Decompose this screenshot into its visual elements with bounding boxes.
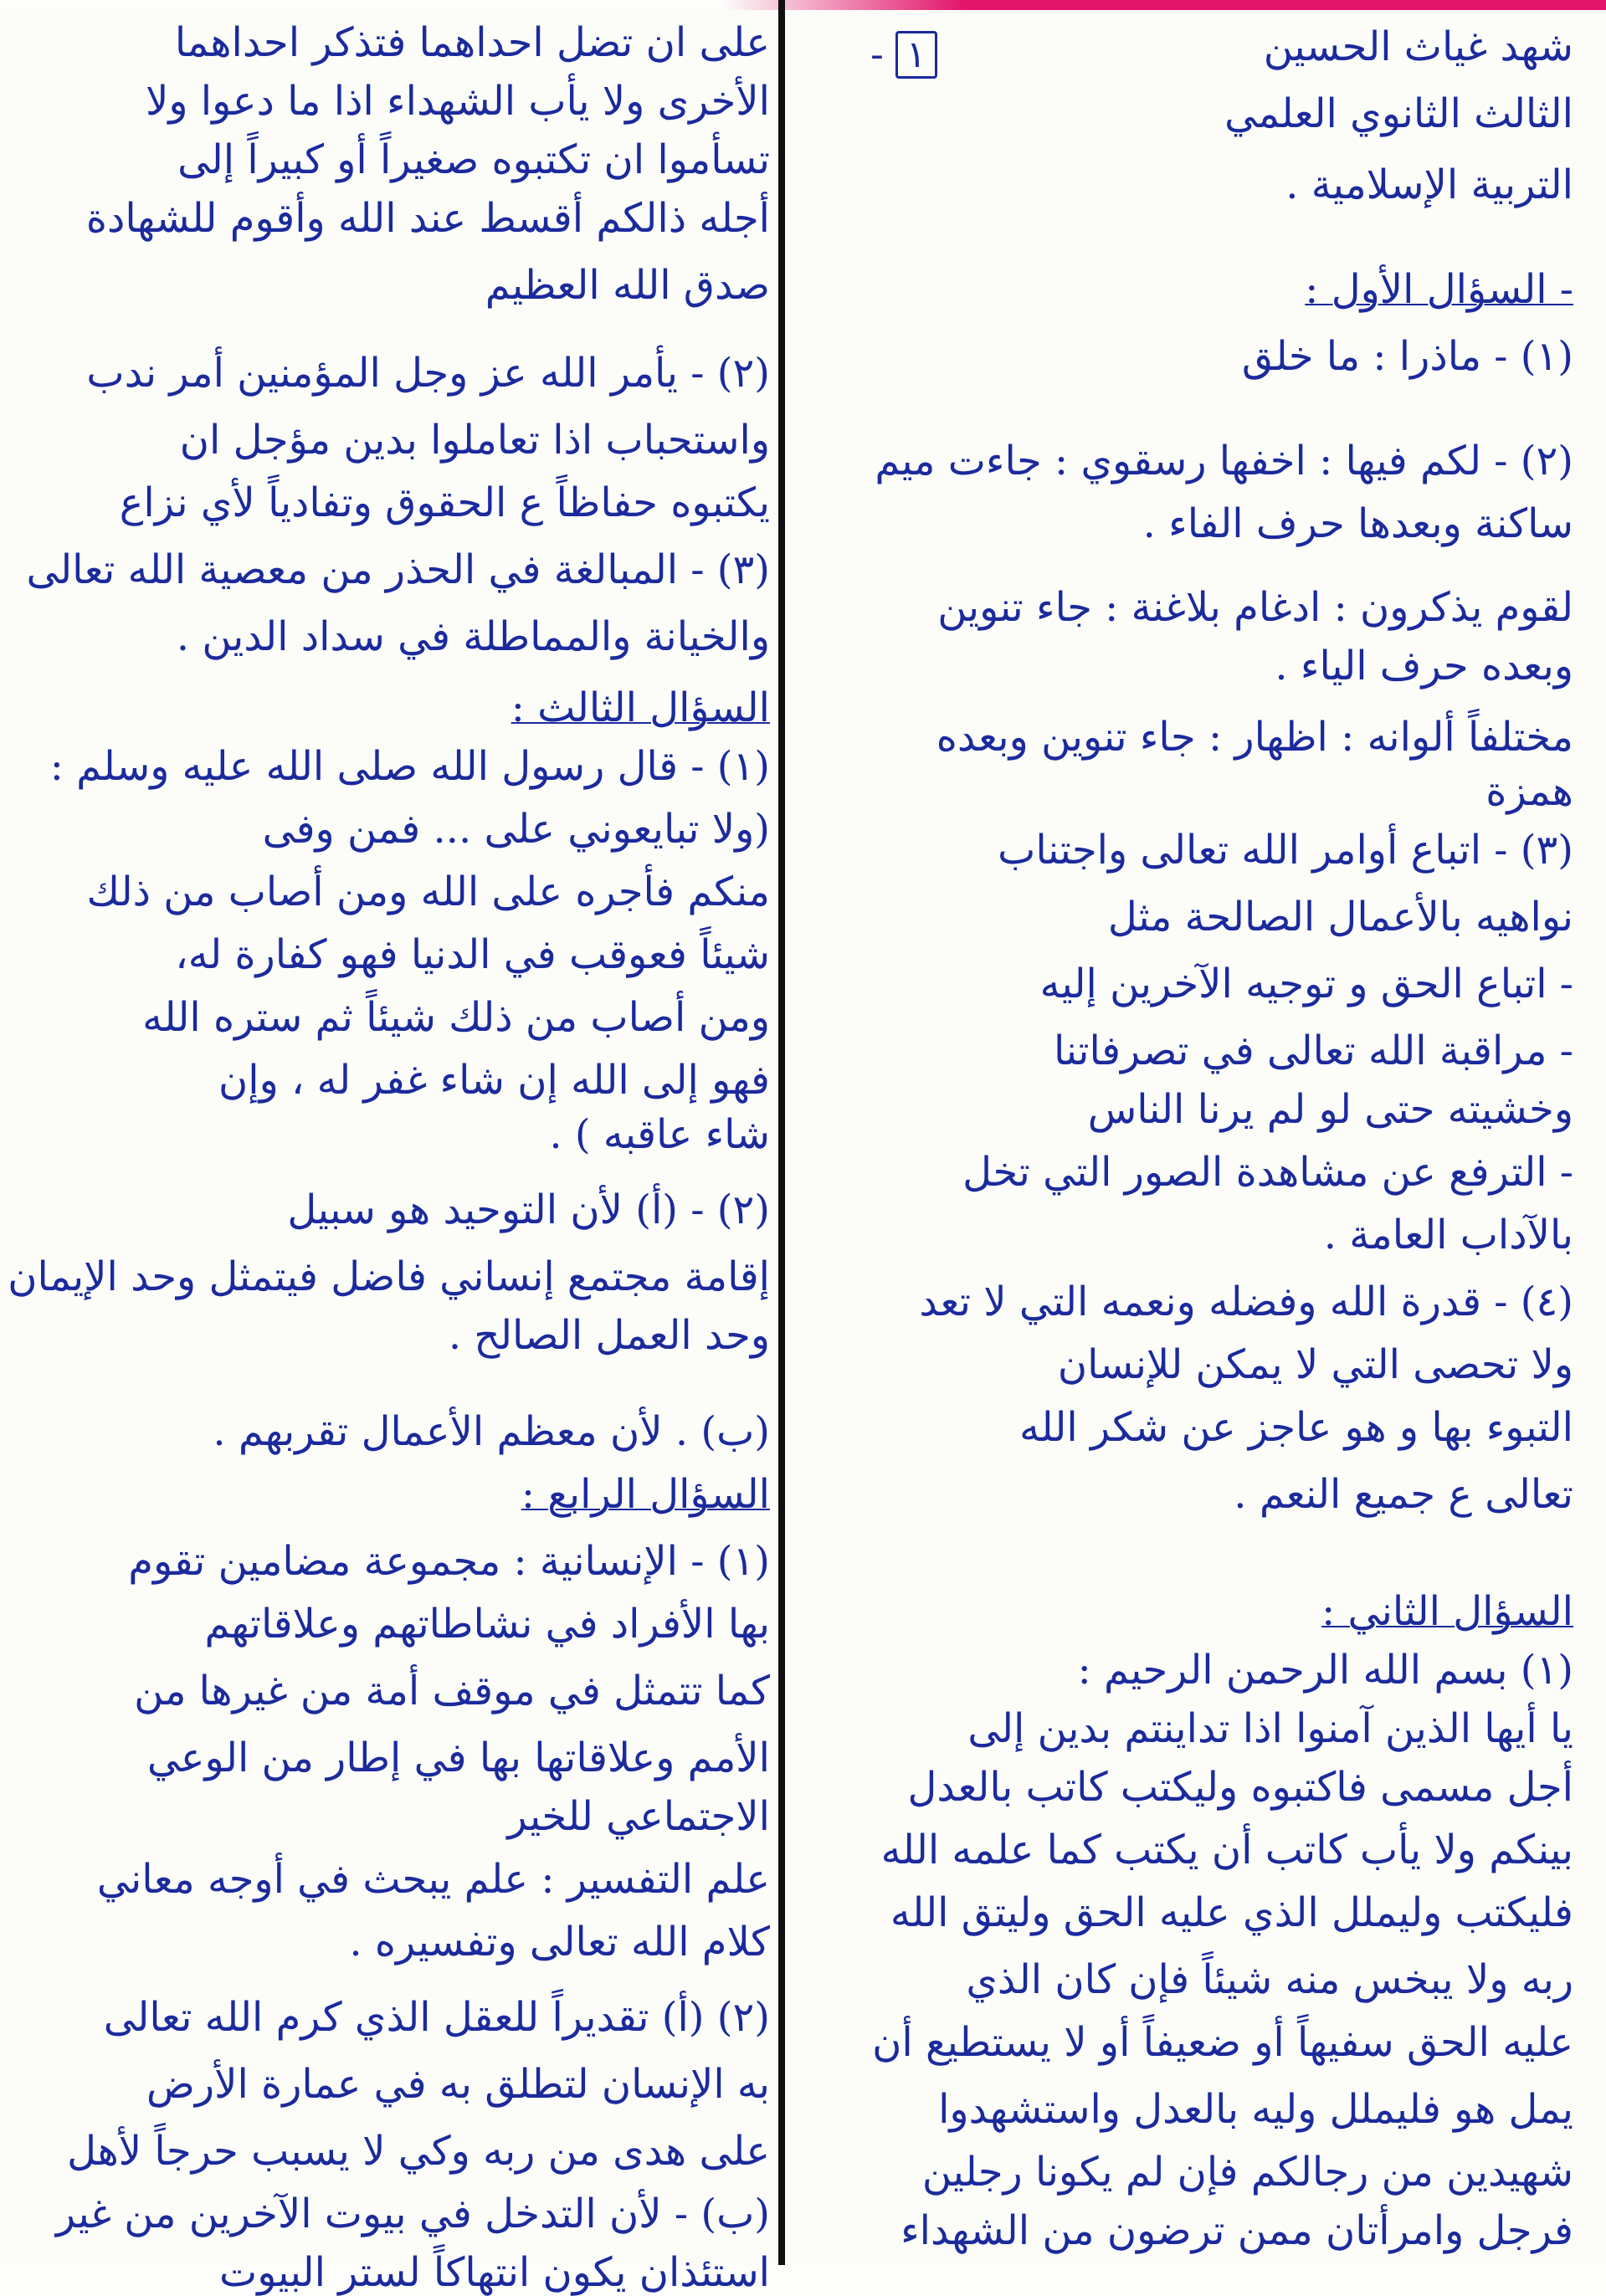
left-column-line: السؤال الثالث : [511, 684, 770, 731]
right-column-line: فرجل وامرأتان ممن ترضون من الشهداء [900, 2207, 1573, 2254]
left-column-line: به الإنسان لتطلق به في عمارة الأرض [146, 2061, 770, 2108]
left-column-line: تسأموا ان تكتبوه صغيراً أو كبيراً إلى [177, 136, 770, 183]
left-column-line: (٣) - المبالغة في الحذر من معصية الله تعالى [26, 546, 770, 593]
right-column-line: السؤال الثاني : [1321, 1588, 1573, 1635]
right-column-line: نواهيه بالأعمال الصالحة مثل [1107, 894, 1573, 940]
left-column-line: الاجتماعي للخير [507, 1793, 770, 1840]
left-column-line: ومن أصاب من ذلك شيئاً ثم ستره الله [142, 994, 770, 1041]
right-column-line: همزة [1485, 768, 1573, 815]
left-column-line: (١) - الإنسانية : مجموعة مضامين تقوم [128, 1538, 770, 1585]
right-column-line: (٤) - قدرة الله وفضله ونعمه التي لا تعد [919, 1279, 1573, 1325]
right-column [803, 0, 1573, 2265]
right-column-line: ربه ولا يبخس منه شيئاً فإن كان الذي [966, 1956, 1573, 2003]
right-column-line: (٢) - لكم فيها : اخفها رسقوي : جاءت ميم [875, 438, 1573, 484]
left-column-line: (ب) . لأن معظم الأعمال تقربهم . [213, 1408, 770, 1455]
right-column-line: ولا تحصى التي لا يمكن للإنسان [1057, 1341, 1573, 1388]
right-column-line: التربية الإسلامية . [1285, 161, 1573, 208]
right-column-line: ساكنة وبعدها حرف الفاء . [1142, 500, 1573, 547]
right-column-line: بينكم ولا يأب كاتب أن يكتب كما علمه الله [880, 1827, 1573, 1873]
column-divider [778, 0, 785, 2265]
left-column-line: (ولا تبايعوني على ... فمن وفى [262, 806, 770, 853]
left-column-line: (٢) - يأمر الله عز وجل المؤمنين أمر ندب [86, 350, 770, 397]
right-column-line: - الترفع عن مشاهدة الصور التي تخل [962, 1149, 1573, 1196]
right-column-line: الثالث الثانوي العلمي [1224, 90, 1573, 137]
left-column-line: إقامة مجتمع إنساني فاضل فيتمثل وحد الإيمان [8, 1253, 770, 1300]
left-column-line: على ان تضل احداهما فتذكر احداهما [174, 19, 770, 66]
left-column-line: شيئاً فعوقب في الدنيا فهو كفارة له، [175, 931, 770, 978]
left-column-line: الأمم وعلاقاتها بها في إطار من الوعي [146, 1735, 770, 1781]
left-column-line: شاء عاقبه ) . [549, 1111, 770, 1158]
right-column-line: (١) بسم الله الرحمن الرحيم : [1077, 1647, 1573, 1694]
right-column-line: أجل مسمى فاكتبوه وليكتب كاتب بالعدل [907, 1764, 1573, 1811]
right-column-line: (٣) - اتباع أوامر الله تعالى واجتناب [998, 827, 1573, 874]
left-column-line: (٢) (أ) تقديراً للعقل الذي كرم الله تعالى [103, 1994, 770, 2041]
right-column-line: شهيدين من رجالكم فإن لم يكونا رجلين [921, 2149, 1573, 2196]
left-column-line: فهو إلى الله إن شاء غفر له ، وإن [218, 1057, 770, 1104]
right-column-line: بالآداب العامة . [1323, 1212, 1573, 1258]
right-column-line: التبوء بها و هو عاجز عن شكر الله [1019, 1404, 1573, 1451]
right-column-line: شهد غياث الحسين [1263, 23, 1573, 70]
left-column-line: واستحباب اذا تعاملوا بدين مؤجل ان [179, 417, 770, 464]
left-column-line: (ب) - لأن التدخل في بيوت الآخرين من غير [55, 2191, 770, 2237]
right-column-line: وخشيته حتى لو لم يرنا الناس [1087, 1086, 1573, 1133]
left-column-line: صدق الله العظيم [485, 262, 770, 309]
left-column-line: استئذان يكون انتهاكاً لستر البيوت [219, 2249, 770, 2296]
left-column [8, 0, 770, 2296]
right-column-line: تعالى ع جميع النعم . [1234, 1471, 1573, 1518]
page-marker: ١ - [870, 33, 937, 76]
left-column-line: بها الأفراد في نشاطاتهم وعلاقاتهم [204, 1601, 770, 1648]
page-number-box: ١ [895, 31, 937, 79]
left-column-line: منكم فأجره على الله ومن أصاب من ذلك [86, 869, 770, 915]
left-column-line: كلام الله تعالى وتفسيره . [349, 1919, 770, 1965]
left-column-line: علم التفسير : علم يبحث في أوجه معاني [96, 1856, 770, 1903]
right-column-line: فليكتب وليملل الذي عليه الحق وليتق الله [890, 1889, 1573, 1936]
left-column-line: الأخرى ولا يأب الشهداء اذا ما دعوا ولا [145, 78, 770, 125]
left-column-line: (٢) - (أ) لأن التوحيد هو سبيل [287, 1186, 770, 1233]
left-column-line: يكتبوه حفاظاً ع الحقوق وتفادياً لأي نزاع [119, 479, 770, 526]
right-column-line: (١) - ماذرا : ما خلق [1241, 333, 1573, 380]
right-column-line: عليه الحق سفيهاً أو ضعيفاً أو لا يستطيع أن [872, 2019, 1573, 2066]
left-column-line: أجله ذالكم أقسط عند الله وأقوم للشهادة [85, 195, 770, 242]
right-column-line: مختلفاً ألوانه : اظهار : جاء تنوين وبعده [936, 714, 1573, 761]
right-column-line: - السؤال الأول : [1305, 266, 1573, 313]
left-column-line: كما تتمثل في موقف أمة من غيرها من [134, 1668, 770, 1714]
right-column-line: - مراقبة الله تعالى في تصرفاتنا [1053, 1028, 1573, 1074]
right-column-line: يا أيها الذين آمنوا اذا تداينتم بدين إلى [967, 1705, 1573, 1752]
left-column-line: على هدى من ربه وكي لا يسبب حرجاً لأهل [67, 2128, 770, 2175]
right-column-line: يمل هو فليملل وليه بالعدل واستشهدوا [938, 2086, 1573, 2133]
left-column-line: وحد العمل الصالح . [448, 1312, 770, 1359]
right-column-line: - اتباع الحق و توجيه الآخرين إليه [1039, 961, 1573, 1007]
right-column-line: لقوم يذكرون : ادغام بلاغنة : جاء تنوين [937, 584, 1573, 631]
left-column-line: (١) - قال رسول الله صلى الله عليه وسلم : [49, 743, 770, 790]
right-column-line: وبعده حرف الياء . [1275, 643, 1573, 689]
left-column-line: السؤال الرابع : [521, 1471, 770, 1518]
left-column-line: والخيانة والمماطلة في سداد الدين . [176, 613, 770, 660]
